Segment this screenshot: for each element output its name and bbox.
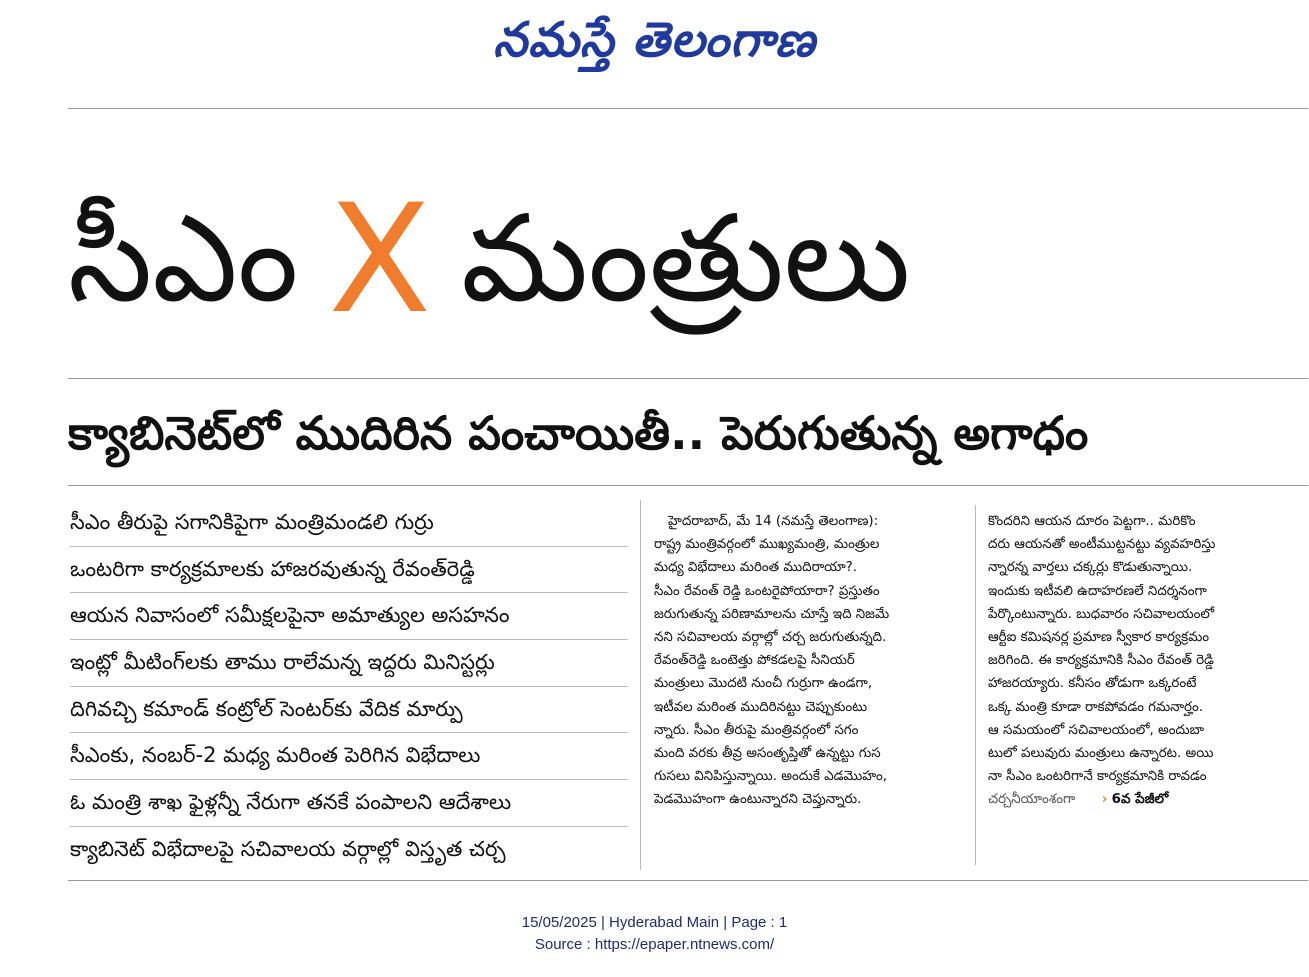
article-line: గుసలు వినిపిస్తున్నాయి. అందుకే ఎడమొహం,: [654, 769, 888, 785]
article-line: జరుగుతున్న పరిణామాలను చూస్తే ఇది నిజమే: [654, 606, 890, 622]
article-line: పేర్కొంటున్నారు. బుధవారం సచివాలయంలో: [988, 606, 1215, 622]
headline-left: సీఎం: [68, 190, 299, 329]
masthead-divider: [68, 108, 1308, 109]
main-headline: [68, 150, 1308, 370]
article-line: రేవంత్‌రెడ్డి ఒంటెత్తు పోకడలపై సీనియర్‌: [654, 653, 855, 669]
highlight-item: సీఎం తీరుపై సగానికిపైగా మంత్రిమండలి గుర్రు: [70, 500, 628, 547]
article-line: కొందరిని ఆయన దూరం పెట్టగా.. మరికొం: [988, 514, 1196, 529]
article-line: ఆర్టీఐ కమిషనర్ల ప్రమాణ స్వీకార కార్యక్రమం: [988, 629, 1210, 645]
article-line: పెడమొహంగా ఉంటున్నారని చెప్తున్నారు.: [654, 792, 862, 808]
column-divider: [975, 505, 976, 865]
highlight-item: ఓ మంత్రి శాఖ ఫైళ్లన్నీ నేరుగా తనకే పంపాలని ఆదేశాలు: [70, 780, 628, 827]
article-line: టులో పలువురు మంత్రులు ఉన్నారట. అయి: [988, 745, 1214, 761]
footer-source-link[interactable]: Source : https://epaper.ntnews.com/: [534, 936, 775, 953]
footer-divider: [68, 880, 1308, 881]
article-last-text: చర్చనీయాంశంగా: [988, 792, 1076, 808]
highlights-list: [70, 500, 628, 873]
article-column-1: [654, 510, 966, 811]
article-line: ఇందుకు ఇటీవలి ఉదాహరణలే నిదర్శనంగా: [988, 583, 1207, 599]
footer-edition-info: 15/05/2025 | Hyderabad Main | Page : 1: [521, 914, 788, 931]
highlight-item: దిగివచ్చి కమాండ్‌ కంట్రోల్‌ సెంటర్‌కు వేదిక మార్పు: [70, 687, 628, 734]
article-line: రాష్ట్ర మంత్రివర్గంలో ముఖ్యమంత్రి, మంత్రుల: [654, 537, 880, 553]
continued-line: [988, 788, 1300, 811]
article-line: జరిగింది. ఈ కార్యక్రమానికి సీఎం రేవంత్‌ రెడ్డి: [988, 653, 1214, 669]
highlight-item: ఆయన నివాసంలో సమీక్షలపైనా అమాత్యుల అసహనం: [70, 593, 628, 640]
article-line: మంది వరకు తీవ్ర అసంతృప్తితో ఉన్నట్టు గుస: [654, 745, 881, 761]
article-line: నా సీఎం ఒంటరిగానే కార్యక్రమానికి రావడం: [988, 769, 1207, 785]
continued-page-link[interactable]: 6వ పేజీలో: [1111, 792, 1169, 808]
article-line: ఆ సమయంలో సచివాలయంలో, అందుబా: [988, 722, 1204, 738]
footer: [0, 912, 1309, 956]
article-column-2: [988, 510, 1300, 811]
sub-headline: క్యాబినెట్‌లో ముదిరిన పంచాయితీ.. పెరుగుతున్న అగాధం: [68, 406, 1089, 460]
subhead-divider: [68, 485, 1308, 486]
article-line: సీఎం రేవంత్‌ రెడ్డి ఒంటరైపోయారా? ప్రస్తుతం: [654, 583, 880, 599]
headline-divider: [68, 378, 1308, 379]
article-line: ఇటీవల మరింత ముదిరినట్టు చెప్పుకుంటు: [654, 699, 868, 715]
masthead-title: నమస్తే తెలంగాణ: [493, 12, 816, 68]
highlight-item: ఒంటరిగా కార్యక్రమాలకు హాజరవుతున్న రేవంత్‌రెడ్డి: [70, 547, 628, 594]
highlight-item: క్యాబినెట్‌ విభేదాలపై సచివాలయ వర్గాల్లో విస్తృత చర్చ: [70, 836, 506, 861]
article-line: హాజరయ్యారు. కనీసం తోడుగా ఒక్కరంటే: [988, 676, 1197, 692]
article-line: దరు ఆయనతో అంటీముట్టనట్టు వ్యవహరిస్తు: [988, 537, 1216, 553]
article-line: న్నారన్న వార్తలు చక్కర్లు కొడుతున్నాయి.: [988, 560, 1193, 576]
article-line: నని సచివాలయ వర్గాల్లో చర్చ జరుగుతున్నది.: [654, 629, 887, 645]
highlight-item: సీఎంకు, నంబర్‌-2 మధ్య మరింత పెరిగిన విభేదాలు: [70, 733, 628, 780]
article-line: హైదరాబాద్‌, మే 14 (నమస్తే తెలంగాణ):: [668, 514, 879, 529]
article-line: మంత్రులు మొదటి నుంచీ గుర్రుగా ఉండగా,: [654, 676, 873, 692]
headline-separator: X: [328, 173, 432, 347]
headline-right: మంత్రులు: [461, 190, 911, 329]
highlight-item: ఇంట్లో మీటింగ్‌లకు తాము రాలేమన్న ఇద్దరు మినిస్టర్లు: [70, 640, 628, 687]
article-line: ఒక్క మంత్రి కూడా రాకపోవడం గమనార్హం.: [988, 699, 1204, 715]
column-divider: [640, 500, 641, 870]
article-line: న్నారు. సీఎం తీరుపై మంత్రివర్గంలో సగం: [654, 722, 859, 738]
article-line: మధ్య విభేదాలు మరింత ముదిరాయా?.: [654, 560, 858, 576]
continued-arrow-icon: ›: [1101, 792, 1108, 808]
